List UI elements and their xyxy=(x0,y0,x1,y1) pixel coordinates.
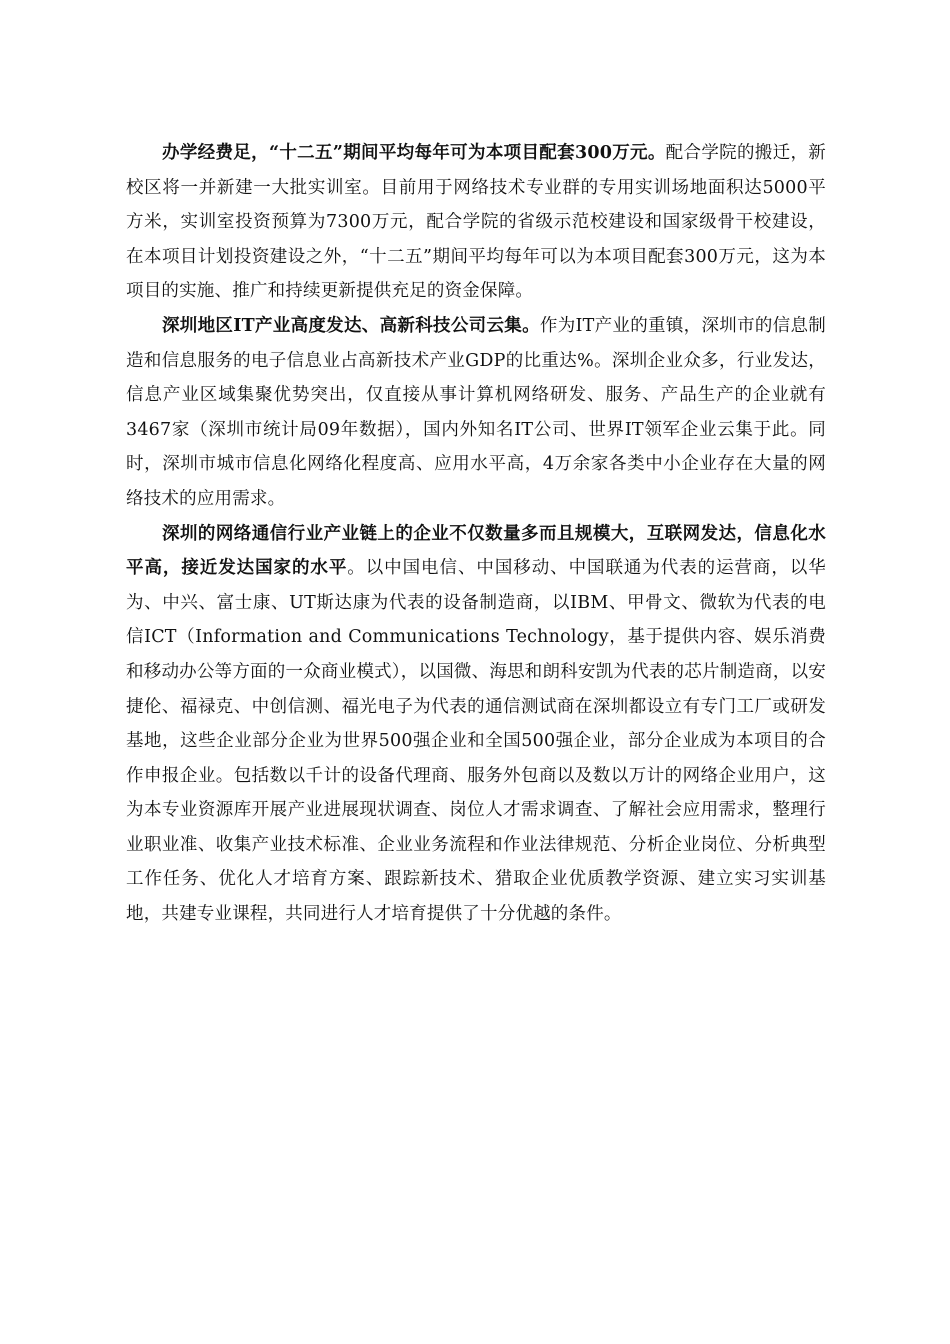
paragraph-funding-text: 配合学院的搬迁，新校区将一并新建一大批实训室。目前用于网络技术专业群的专用实训场地面积达5000平方米，实训室投资预算为7300万元，配合学院的省级示范校建设和国家级骨干校建设，在本项目计划投资建设之外，“十二五”期间平均每年可以为本项目配套300万元，这为本项目的实施、推广和持续更新提供充足的资金保障。 xyxy=(126,143,826,302)
document-body xyxy=(126,136,826,932)
paragraph-network-lead: 深圳的网络通信行业产业链上的企业不仅数量多而且规模大，互联网发达，信息化水平高，接近发达国家的水平 xyxy=(126,523,826,579)
paragraph-network-text: 。以中国电信、中国移动、中国联通为代表的运营商，以华为、中兴、富士康、UT斯达康为代表的设备制造商，以IBM、甲骨文、微软为代表的电信ICT（Information and Communications Technology，基于提供内容、娱乐消费和移动办公等方面的一众商业模式），以国微、海思和朗科安凯为代表的芯片制造商，以安捷伦、福禄克、中创信测、福光电子为代表的通信测试商在深圳都设立有专门工厂或研发基地，这些企业部分企业为世界500强企业和全国500强企业，部分企业成为本项目的合作申报企业。包括数以千计的设备代理商、服务外包商以及数以万计的网络企业用户，这为本专业资源库开展产业进展现状调查、岗位人才需求调查、了解社会应用需求，整理行业职业准、收集产业技术标准、企业业务流程和作业法律规范、分析企业岗位、分析典型工作任务、优化人才培育方案、跟踪新技术、猎取企业优质教学资源、建立实习实训基地，共建专业课程，共同进行人才培育提供了十分优越的条件。 xyxy=(126,558,827,925)
paragraph-funding-lead: 办学经费足，“十二五”期间平均每年可为本项目配套300万元。 xyxy=(162,143,666,163)
paragraph-network xyxy=(126,517,826,932)
paragraph-funding xyxy=(126,136,826,309)
paragraph-industry-text: 作为IT产业的重镇，深圳市的信息制造和信息服务的电子信息业占高新技术产业GDP的比重达%。深圳企业众多，行业发达，信息产业区域集聚优势突出，仅直接从事计算机网络研发、服务、产品生产的企业就有3467家（深圳市统计局09年数据），国内外知名IT公司、世界IT领军企业云集于此。同时，深圳市城市信息化网络化程度高、应用水平高，4万余家各类中小企业存在大量的网络技术的应用需求。 xyxy=(126,315,827,509)
paragraph-industry-lead: 深圳地区IT产业高度发达、高新科技公司云集。 xyxy=(162,315,540,336)
paragraph-industry xyxy=(126,309,826,517)
